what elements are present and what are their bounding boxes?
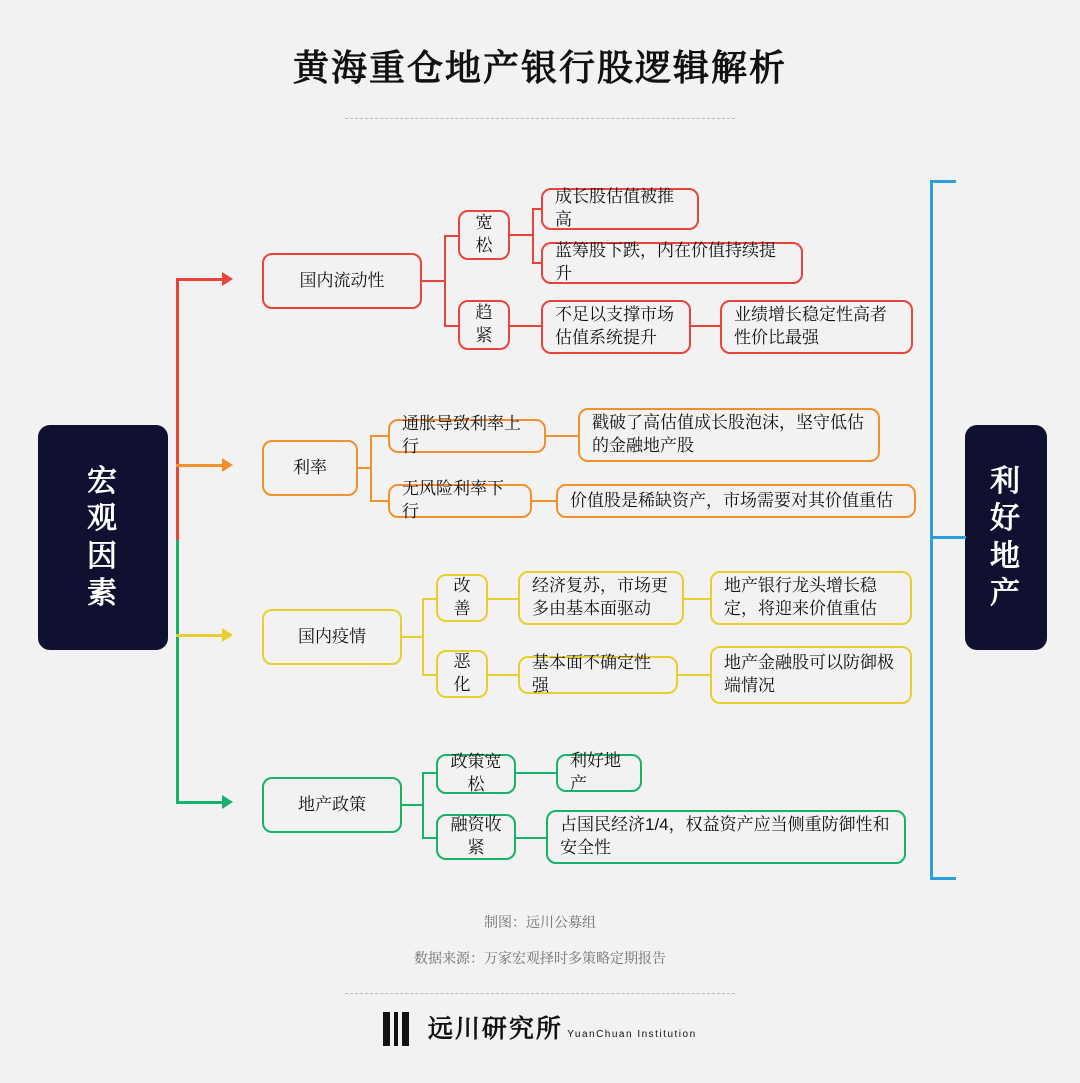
leaf-value-scarce <box>556 484 916 518</box>
leaf-stable-growth-value <box>720 300 913 354</box>
connector-liquidity-loose <box>444 235 458 237</box>
connector-root-epidemic-h <box>176 634 222 637</box>
connector-rate-a <box>370 435 388 437</box>
connector-root-liquidity-h <box>176 278 222 281</box>
leaf-good-for-property <box>556 751 642 793</box>
connector-liquidity-h <box>422 280 444 282</box>
connector-epidemic-h <box>402 636 422 638</box>
connector-policy-h <box>402 804 422 806</box>
source-line: 数据来源：万家宏观择时多策略定期报告 <box>414 950 666 966</box>
sub-node-worsen-label: 恶化 <box>453 652 471 694</box>
connector-epidemic-v <box>422 598 424 676</box>
leaf-leader-revalue-label: 地产银行龙头增长稳定，将迎来价值重估 <box>724 576 877 618</box>
leaf-bluechip-drop <box>541 242 803 284</box>
connector-rate-h <box>358 467 370 469</box>
bracket-connector <box>930 536 966 539</box>
connector-worsen-sub <box>678 674 710 676</box>
leaf-economy-recovery-label: 经济复苏，市场更多由基本面驱动 <box>532 576 668 618</box>
divider-bottom <box>345 993 735 994</box>
branch-node-rate-label: 利率 <box>293 457 327 477</box>
arrow-liquidity <box>222 272 233 286</box>
connector-financing-sub <box>516 837 546 839</box>
logo-text <box>427 1014 697 1043</box>
leaf-growth-valuation <box>541 188 699 230</box>
connector-root-rate-h <box>176 464 222 467</box>
connector-root-policy-h <box>176 801 222 804</box>
sub-node-improve-label: 改善 <box>453 576 471 618</box>
connector-loose-h <box>510 234 532 236</box>
logo-bars-icon <box>383 1012 413 1046</box>
connector-rate-a-sub <box>546 435 578 437</box>
connector-liquidity-tight <box>444 325 458 327</box>
connector-liquidity-v <box>444 235 446 327</box>
bracket-bottom <box>930 877 956 880</box>
sub-node-improve <box>436 574 488 622</box>
connector-rate-b <box>370 500 388 502</box>
leaf-defensive-extreme <box>710 646 912 704</box>
credit-line: 制图：远川公募组 <box>484 914 596 930</box>
sub-node-policy-loose <box>436 754 516 794</box>
leaf-uncertainty-label: 基本面不确定性强 <box>532 653 651 695</box>
sub-node-financing-tight <box>436 814 516 860</box>
arrow-policy <box>222 795 233 809</box>
connector-rate-b-sub <box>532 500 556 502</box>
leaf-uncertainty <box>518 653 678 695</box>
connector-tight-h <box>510 325 541 327</box>
connector-policy-a <box>422 772 436 774</box>
connector-root-trunk-lower <box>176 540 179 802</box>
leaf-leader-revalue <box>710 571 912 625</box>
leaf-bubble-burst <box>578 408 880 462</box>
connector-policy-v <box>422 772 424 838</box>
outcome-node-label: 利 好 地 产 <box>990 464 1022 610</box>
leaf-economy-recovery <box>518 571 684 625</box>
leaf-riskfree-down <box>388 479 532 521</box>
leaf-growth-valuation-label: 成长股估值被推高 <box>555 187 674 229</box>
leaf-defensive-extreme-label: 地产金融股可以防御极端情况 <box>724 653 894 695</box>
leaf-good-for-property-label: 利好地产 <box>570 751 621 793</box>
divider-top <box>345 118 735 119</box>
branch-node-liquidity-label: 国内流动性 <box>299 270 385 290</box>
leaf-bubble-burst-label: 戳破了高估值成长股泡沫，坚守低估的金融地产股 <box>592 413 864 455</box>
connector-policy-b <box>422 837 436 839</box>
connector-policy-loose-sub <box>516 772 556 774</box>
connector-worsen-h <box>488 674 518 676</box>
connector-tight-sub <box>691 325 720 327</box>
leaf-quarter-economy-label: 占国民经济1/4，权益资产应当侧重防御性和安全性 <box>560 815 890 857</box>
branch-node-rate <box>262 440 358 496</box>
leaf-riskfree-down-label: 无风险利率下行 <box>402 479 504 521</box>
leaf-inflation-rate-up <box>388 414 546 456</box>
sub-node-tight-label: 趋紧 <box>475 303 493 345</box>
branch-node-epidemic <box>262 609 402 665</box>
bracket-top <box>930 180 956 183</box>
leaf-stable-growth-value-label: 业绩增长稳定性高者性价比最强 <box>734 305 887 347</box>
leaf-bluechip-drop-label: 蓝筹股下跌，内在价值持续提升 <box>555 241 776 283</box>
sub-node-loose-label: 宽松 <box>475 213 493 255</box>
page-title: 黄海重仓地产银行股逻辑解析 <box>292 47 787 88</box>
sub-node-policy-loose-label: 政策宽松 <box>450 752 502 794</box>
leaf-value-scarce-label: 价值股是稀缺资产，市场需要对其价值重估 <box>570 490 893 510</box>
branch-node-epidemic-label: 国内疫情 <box>298 626 366 646</box>
root-node <box>38 425 168 650</box>
sub-node-financing-tight-label: 融资收紧 <box>450 815 502 857</box>
leaf-insufficient-support-label: 不足以支撑市场估值系统提升 <box>555 305 674 347</box>
outcome-node <box>965 425 1047 650</box>
sub-node-tight <box>458 300 510 350</box>
branch-node-liquidity <box>262 253 422 309</box>
brand-logo <box>0 1012 1080 1046</box>
leaf-insufficient-support <box>541 300 691 354</box>
leaf-inflation-rate-up-label: 通胀导致利率上行 <box>402 414 521 456</box>
connector-loose-v <box>532 208 534 263</box>
connector-improve-sub <box>684 598 710 600</box>
bracket-vertical <box>930 180 933 880</box>
leaf-quarter-economy <box>546 810 906 864</box>
connector-rate-v <box>370 435 372 501</box>
logo-en-label: YuanChuan Institution <box>567 1028 697 1040</box>
sub-node-loose <box>458 210 510 260</box>
sub-node-worsen <box>436 650 488 698</box>
logo-cn-label: 远川研究所 <box>427 1014 563 1043</box>
branch-node-policy <box>262 777 402 833</box>
connector-epidemic-b <box>422 674 436 676</box>
arrow-rate <box>222 458 233 472</box>
connector-improve-h <box>488 598 518 600</box>
root-node-label: 宏 观 因 素 <box>87 464 119 610</box>
arrow-epidemic <box>222 628 233 642</box>
connector-epidemic-a <box>422 598 436 600</box>
connector-root-liquidity-v <box>176 278 179 540</box>
branch-node-policy-label: 地产政策 <box>298 794 366 814</box>
